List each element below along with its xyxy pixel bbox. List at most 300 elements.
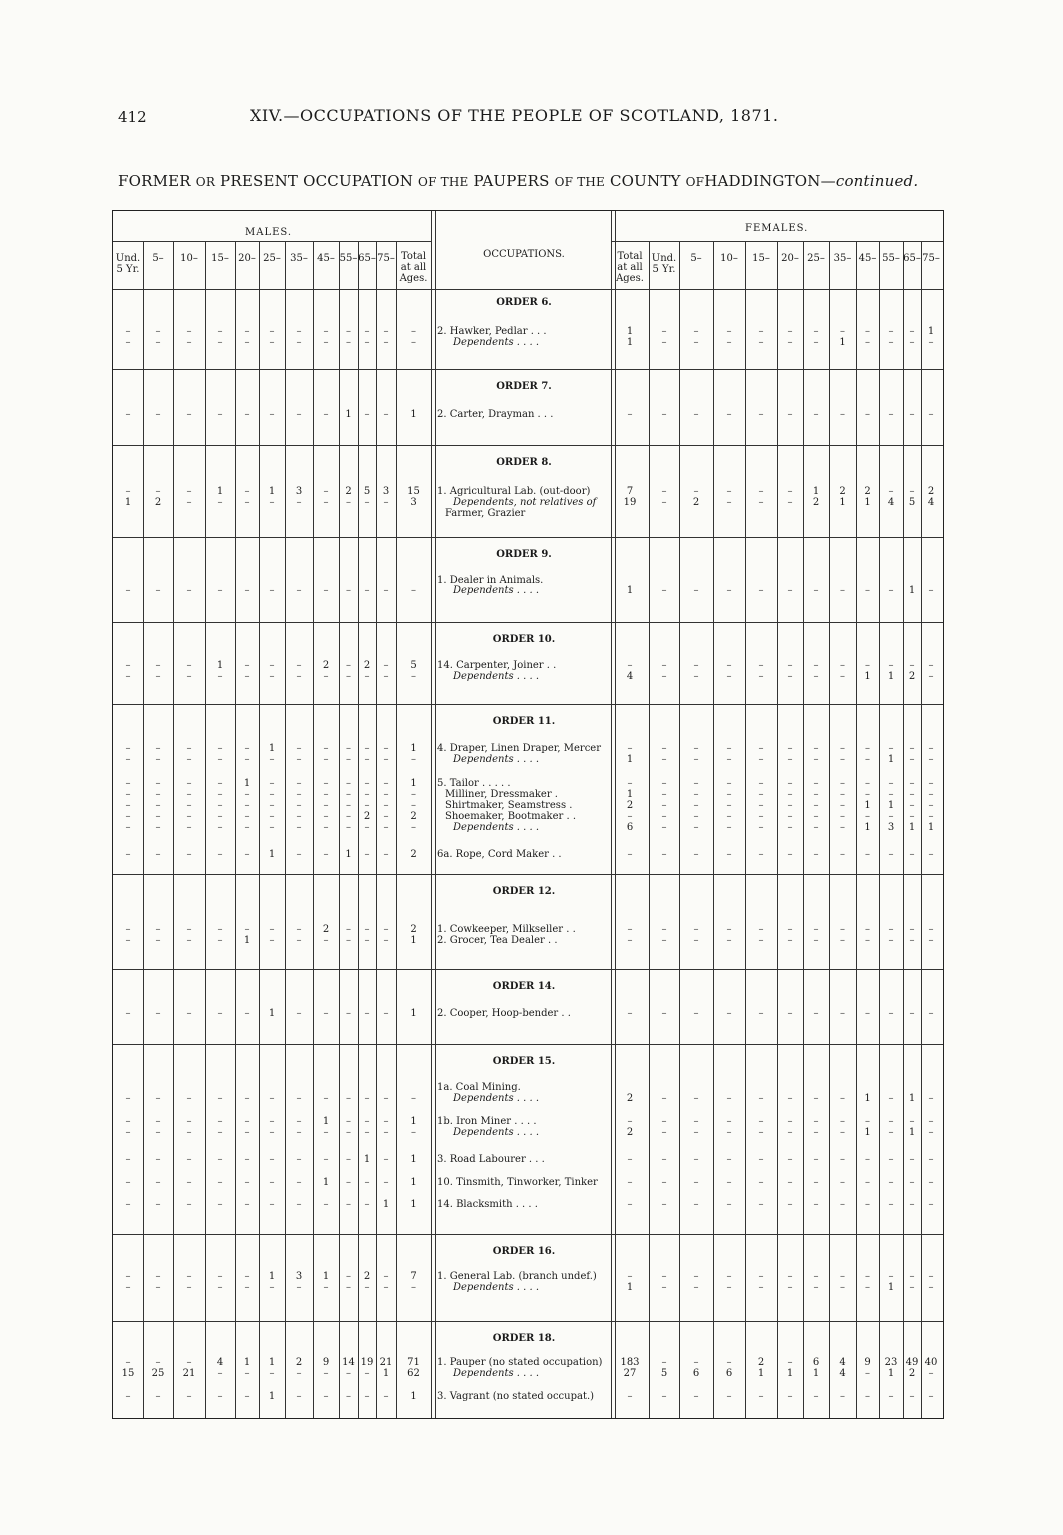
female-count-cell: –: [840, 1127, 845, 1138]
female-count-cell: –: [865, 1154, 870, 1165]
female-count-cell: –: [693, 811, 699, 822]
female-count-cell: –: [909, 754, 915, 765]
female-count-cell: –: [813, 660, 819, 671]
female-count-cell: –: [888, 1199, 894, 1210]
male-count-cell: 2: [345, 486, 352, 497]
column-rule: [285, 241, 286, 1418]
female-count-cell: –: [726, 1116, 732, 1127]
male-count-cell: –: [186, 1282, 192, 1293]
dependents-label: Dependents . . . .: [453, 1368, 540, 1379]
male-count-cell: –: [346, 1116, 351, 1127]
female-count-cell: –: [909, 1116, 915, 1127]
male-total-cell: –: [411, 800, 416, 811]
male-total-cell: 1: [410, 743, 417, 754]
female-count-cell: –: [661, 671, 667, 682]
female-count-cell: –: [758, 671, 764, 682]
female-count-cell: –: [813, 743, 819, 754]
occupation-label: 2. Hawker, Pedlar . . .: [437, 326, 547, 337]
male-total-cell: 1: [410, 1199, 417, 1210]
female-count-cell: –: [840, 1154, 845, 1165]
male-count-cell: –: [296, 1008, 302, 1019]
female-count-cell: –: [758, 811, 764, 822]
female-count-cell: –: [813, 1271, 819, 1282]
male-count-cell: –: [125, 1357, 131, 1368]
male-count-cell: –: [364, 935, 370, 946]
male-count-cell: –: [155, 822, 161, 833]
male-count-cell: –: [186, 778, 192, 789]
male-count-cell: –: [296, 1177, 302, 1188]
male-count-cell: –: [125, 1154, 131, 1165]
female-count-cell: –: [865, 754, 870, 765]
male-total-cell: 5: [410, 660, 417, 671]
male-count-cell: –: [269, 811, 275, 822]
female-total-cell: –: [627, 924, 633, 935]
male-count-cell: 1: [268, 1357, 276, 1368]
female-count-cell: –: [787, 778, 793, 789]
male-count-cell: –: [244, 924, 250, 935]
section-rule: [113, 537, 943, 538]
occupation-label: 10. Tinsmith, Tinworker, Tinker: [437, 1177, 598, 1188]
female-count-cell: –: [813, 1116, 819, 1127]
female-count-cell: 4: [839, 1368, 846, 1379]
female-count-cell: 2: [812, 497, 820, 508]
female-count-cell: –: [865, 1368, 870, 1379]
female-count-cell: –: [661, 497, 667, 508]
male-count-cell: –: [323, 1282, 329, 1293]
male-count-cell: 9: [322, 1357, 330, 1368]
male-count-cell: –: [364, 1199, 370, 1210]
male-count-cell: 1: [382, 1368, 390, 1379]
male-count-cell: –: [269, 822, 275, 833]
male-count-cell: –: [323, 486, 329, 497]
female-total-cell: 27: [623, 1368, 637, 1379]
male-count-cell: –: [186, 1116, 192, 1127]
male-count-cell: –: [346, 1177, 351, 1188]
female-count-cell: –: [661, 822, 667, 833]
male-age-header: 55–: [339, 253, 358, 264]
male-count-cell: –: [383, 409, 389, 420]
female-total-cell: 2: [626, 1127, 634, 1138]
female-count-cell: 1: [887, 1282, 895, 1293]
female-count-cell: –: [726, 1271, 732, 1282]
female-count-cell: 1: [887, 800, 895, 811]
male-count-cell: –: [217, 743, 223, 754]
female-count-cell: –: [909, 789, 915, 800]
occupation-label: Shoemaker, Bootmaker . .: [445, 811, 577, 822]
male-count-cell: –: [383, 935, 389, 946]
female-count-cell: –: [758, 1127, 764, 1138]
order-heading: ORDER 12.: [492, 886, 556, 897]
female-count-cell: –: [888, 789, 894, 800]
female-count-cell: –: [840, 671, 845, 682]
order-heading: ORDER 16.: [492, 1246, 556, 1257]
male-count-cell: –: [217, 778, 223, 789]
male-count-cell: –: [296, 1116, 302, 1127]
male-count-cell: –: [383, 849, 389, 860]
female-count-cell: –: [693, 924, 699, 935]
male-count-cell: –: [296, 660, 302, 671]
female-count-cell: –: [813, 326, 819, 337]
male-count-cell: –: [186, 754, 192, 765]
male-count-cell: –: [323, 849, 329, 860]
female-count-cell: –: [693, 671, 699, 682]
male-count-cell: –: [296, 409, 302, 420]
male-count-cell: –: [125, 800, 131, 811]
female-count-cell: –: [787, 1177, 793, 1188]
female-count-cell: –: [928, 754, 934, 765]
female-total-cell: 1: [626, 754, 634, 765]
column-rule: [339, 241, 340, 1418]
female-count-cell: –: [758, 1008, 764, 1019]
male-count-cell: –: [155, 660, 161, 671]
dependents-label: Dependents . . . .: [453, 754, 540, 765]
female-count-cell: –: [909, 337, 915, 348]
male-count-cell: –: [269, 1093, 275, 1104]
female-count-cell: –: [813, 1282, 819, 1293]
female-count-cell: –: [726, 337, 732, 348]
female-total-cell: –: [627, 1391, 633, 1402]
male-count-cell: –: [383, 778, 389, 789]
male-count-cell: –: [346, 1391, 351, 1402]
male-count-cell: –: [217, 326, 223, 337]
column-rule: [205, 241, 206, 1418]
female-count-cell: –: [693, 1391, 699, 1402]
dependents-label: Dependents . . . .: [453, 1093, 540, 1104]
female-count-cell: –: [758, 1199, 764, 1210]
male-count-cell: –: [155, 1282, 161, 1293]
male-count-cell: –: [186, 924, 192, 935]
male-count-cell: –: [296, 754, 302, 765]
male-count-cell: –: [155, 778, 161, 789]
female-age-header: 5–: [690, 253, 702, 264]
male-count-cell: –: [217, 789, 223, 800]
female-count-cell: –: [726, 800, 732, 811]
male-total-cell: 3: [410, 497, 417, 508]
female-count-cell: –: [758, 486, 764, 497]
female-count-cell: –: [758, 1154, 764, 1165]
male-count-cell: –: [296, 849, 302, 860]
column-rule: [235, 241, 236, 1418]
male-count-cell: –: [125, 789, 131, 800]
male-count-cell: –: [186, 789, 192, 800]
female-total-cell: –: [627, 935, 633, 946]
male-count-cell: 3: [295, 486, 303, 497]
male-count-cell: –: [383, 743, 389, 754]
female-count-cell: –: [726, 585, 732, 596]
male-count-cell: –: [269, 1199, 275, 1210]
male-count-cell: –: [383, 1177, 389, 1188]
male-count-cell: –: [217, 1368, 223, 1379]
male-count-cell: –: [186, 1357, 192, 1368]
female-count-cell: –: [909, 1154, 915, 1165]
female-age-header: 35–: [833, 253, 852, 264]
female-count-cell: –: [928, 789, 934, 800]
male-count-cell: –: [323, 1127, 329, 1138]
male-count-cell: –: [346, 778, 351, 789]
female-count-cell: –: [865, 849, 870, 860]
female-count-cell: 4: [887, 497, 895, 508]
male-count-cell: –: [217, 337, 223, 348]
male-count-cell: 15: [121, 1368, 135, 1379]
running-head: XIV.—OCCUPATIONS OF THE PEOPLE OF SCOTLAND, 1871.: [250, 106, 779, 125]
female-age-header: 65–: [903, 253, 921, 264]
female-count-cell: –: [928, 585, 934, 596]
male-count-cell: –: [364, 1368, 370, 1379]
female-count-cell: –: [840, 924, 845, 935]
male-count-cell: –: [155, 326, 161, 337]
male-count-cell: –: [346, 1199, 351, 1210]
male-count-cell: 3: [295, 1271, 303, 1282]
male-count-cell: 1: [124, 497, 132, 508]
male-age-header: 45–: [317, 253, 335, 264]
male-count-cell: –: [323, 754, 329, 765]
male-count-cell: –: [383, 1116, 389, 1127]
male-count-cell: 1: [382, 1199, 390, 1210]
female-total-cell: 4: [626, 671, 634, 682]
female-count-cell: –: [787, 743, 793, 754]
male-count-cell: 2: [295, 1357, 303, 1368]
male-count-cell: –: [217, 849, 223, 860]
male-count-cell: –: [244, 849, 250, 860]
order-heading: ORDER 7.: [496, 381, 552, 392]
male-count-cell: –: [125, 1127, 131, 1138]
female-count-cell: –: [840, 1271, 845, 1282]
female-count-cell: –: [813, 1008, 819, 1019]
male-count-cell: –: [125, 585, 131, 596]
female-count-cell: –: [865, 1199, 870, 1210]
female-count-cell: –: [693, 1357, 699, 1368]
male-count-cell: –: [125, 671, 131, 682]
male-count-cell: –: [125, 486, 131, 497]
male-count-cell: –: [346, 1154, 351, 1165]
male-count-cell: –: [346, 1271, 351, 1282]
column-rule: [431, 211, 432, 1418]
male-count-cell: –: [244, 789, 250, 800]
female-count-cell: –: [909, 660, 915, 671]
female-count-cell: –: [758, 1271, 764, 1282]
female-count-cell: –: [928, 1282, 934, 1293]
male-count-cell: –: [364, 337, 370, 348]
female-count-cell: –: [928, 409, 934, 420]
female-count-cell: –: [865, 409, 870, 420]
column-rule: [903, 241, 904, 1418]
male-total-cell: 2: [410, 849, 417, 860]
male-count-cell: –: [346, 1282, 351, 1293]
female-count-cell: –: [693, 1282, 699, 1293]
male-count-cell: 2: [322, 924, 330, 935]
male-count-cell: 1: [322, 1116, 330, 1127]
female-count-cell: –: [909, 849, 915, 860]
male-count-cell: –: [296, 671, 302, 682]
male-count-cell: –: [244, 822, 250, 833]
male-count-cell: –: [244, 811, 250, 822]
male-count-cell: –: [155, 486, 161, 497]
male-count-cell: –: [217, 754, 223, 765]
male-count-cell: –: [217, 1008, 223, 1019]
section-rule: [113, 1234, 943, 1235]
female-total-cell: 7: [626, 486, 634, 497]
male-total-cell: 2: [410, 924, 417, 935]
male-count-cell: –: [364, 1391, 370, 1402]
male-count-cell: –: [155, 800, 161, 811]
female-total-cell: 183: [620, 1357, 640, 1368]
male-count-cell: –: [323, 497, 329, 508]
male-count-cell: –: [269, 337, 275, 348]
female-count-cell: –: [758, 849, 764, 860]
female-count-cell: –: [928, 743, 934, 754]
male-count-cell: 1: [268, 1391, 276, 1402]
male-count-cell: –: [217, 1093, 223, 1104]
male-count-cell: –: [217, 1282, 223, 1293]
male-count-cell: –: [244, 800, 250, 811]
female-count-cell: –: [787, 486, 793, 497]
male-count-cell: –: [323, 789, 329, 800]
male-count-cell: 14: [342, 1357, 355, 1368]
female-count-cell: –: [661, 778, 667, 789]
column-rule: [745, 241, 746, 1418]
female-count-cell: –: [726, 849, 732, 860]
female-count-cell: –: [813, 671, 819, 682]
male-count-cell: –: [244, 743, 250, 754]
female-count-cell: –: [865, 789, 870, 800]
male-count-cell: –: [186, 743, 192, 754]
female-count-cell: 2: [864, 486, 871, 497]
female-count-cell: –: [865, 1282, 870, 1293]
male-count-cell: –: [383, 326, 389, 337]
male-count-cell: 1: [268, 486, 276, 497]
male-count-cell: –: [364, 849, 370, 860]
male-total-cell: 1: [410, 1177, 417, 1188]
female-count-cell: –: [888, 743, 894, 754]
female-count-cell: –: [928, 1154, 934, 1165]
male-count-cell: –: [296, 935, 302, 946]
male-count-cell: –: [186, 1391, 192, 1402]
female-count-cell: –: [758, 1282, 764, 1293]
female-count-cell: –: [661, 1116, 667, 1127]
table-title: FORMER OR PRESENT OCCUPATION OF THE PAUPERS OF THE COUNTY OFHADDINGTON—continued.: [118, 172, 919, 190]
female-count-cell: –: [693, 585, 699, 596]
column-rule: [259, 241, 260, 1418]
male-count-cell: –: [346, 789, 351, 800]
male-count-cell: –: [364, 497, 370, 508]
male-count-cell: –: [155, 924, 161, 935]
female-count-cell: –: [758, 409, 764, 420]
male-count-cell: –: [217, 497, 223, 508]
male-count-cell: –: [155, 337, 161, 348]
female-count-cell: –: [787, 1282, 793, 1293]
female-count-cell: –: [813, 1127, 819, 1138]
male-count-cell: 3: [382, 486, 390, 497]
female-total-cell: 1: [626, 789, 634, 800]
female-total-cell: 1: [626, 326, 634, 337]
female-count-cell: –: [693, 1271, 699, 1282]
female-total-cell: –: [627, 811, 633, 822]
male-count-cell: –: [323, 1154, 329, 1165]
female-count-cell: –: [661, 1093, 667, 1104]
section-rule: [113, 969, 943, 970]
male-count-cell: –: [364, 326, 370, 337]
male-count-cell: –: [217, 1271, 223, 1282]
section-rule: [113, 874, 943, 875]
column-rule: [713, 241, 714, 1418]
male-count-cell: –: [383, 585, 389, 596]
male-count-cell: –: [296, 585, 302, 596]
male-count-cell: –: [269, 935, 275, 946]
male-count-cell: 19: [360, 1357, 374, 1368]
male-count-cell: –: [383, 924, 389, 935]
male-count-cell: –: [346, 743, 351, 754]
female-count-cell: 2: [692, 497, 700, 508]
female-count-cell: 1: [927, 822, 935, 833]
female-count-cell: –: [813, 800, 819, 811]
female-total-header: Total at all Ages.: [616, 251, 644, 284]
male-count-cell: –: [125, 743, 131, 754]
male-total-cell: 7: [410, 1271, 417, 1282]
column-rule: [435, 211, 436, 1418]
male-count-cell: –: [155, 671, 161, 682]
female-count-cell: –: [888, 1154, 894, 1165]
male-total-cell: –: [411, 1282, 416, 1293]
male-count-cell: –: [244, 409, 250, 420]
male-count-cell: –: [125, 326, 131, 337]
female-count-cell: –: [813, 754, 819, 765]
female-count-cell: –: [787, 1093, 793, 1104]
male-count-cell: –: [186, 409, 192, 420]
male-count-cell: 2: [363, 1271, 371, 1282]
female-total-cell: –: [627, 849, 633, 860]
occupation-label: 1b. Iron Miner . . . .: [437, 1116, 537, 1127]
male-age-header: 25–: [263, 253, 281, 264]
male-count-cell: –: [269, 1154, 275, 1165]
male-count-cell: –: [217, 409, 223, 420]
male-count-cell: –: [323, 778, 329, 789]
male-count-cell: 1: [268, 743, 276, 754]
female-count-cell: –: [661, 924, 667, 935]
column-rule: [679, 241, 680, 1418]
male-count-cell: –: [269, 326, 275, 337]
female-count-cell: –: [909, 1391, 915, 1402]
male-count-cell: –: [323, 1391, 329, 1402]
female-count-cell: –: [693, 935, 699, 946]
female-count-cell: 1: [839, 337, 846, 348]
female-count-cell: –: [888, 1271, 894, 1282]
female-count-cell: –: [840, 849, 845, 860]
male-count-cell: –: [346, 671, 351, 682]
male-total-cell: –: [411, 754, 416, 765]
female-count-cell: –: [787, 337, 793, 348]
male-count-cell: –: [296, 924, 302, 935]
male-count-cell: –: [155, 935, 161, 946]
female-count-cell: –: [888, 1093, 894, 1104]
male-count-cell: –: [186, 486, 192, 497]
female-count-cell: –: [928, 811, 934, 822]
female-count-cell: –: [693, 1093, 699, 1104]
female-count-cell: –: [813, 935, 819, 946]
dependents-label: Dependents . . . .: [453, 1127, 540, 1138]
male-count-cell: –: [296, 326, 302, 337]
female-count-cell: –: [787, 811, 793, 822]
female-count-cell: –: [888, 811, 894, 822]
female-count-cell: –: [909, 486, 915, 497]
female-count-cell: –: [726, 778, 732, 789]
male-count-cell: –: [244, 1116, 250, 1127]
female-count-cell: –: [909, 1177, 915, 1188]
male-count-cell: –: [186, 1271, 192, 1282]
male-count-cell: –: [269, 789, 275, 800]
occupation-label: 1a. Coal Mining.: [437, 1082, 521, 1093]
female-count-cell: –: [813, 337, 819, 348]
male-total-cell: –: [411, 337, 416, 348]
